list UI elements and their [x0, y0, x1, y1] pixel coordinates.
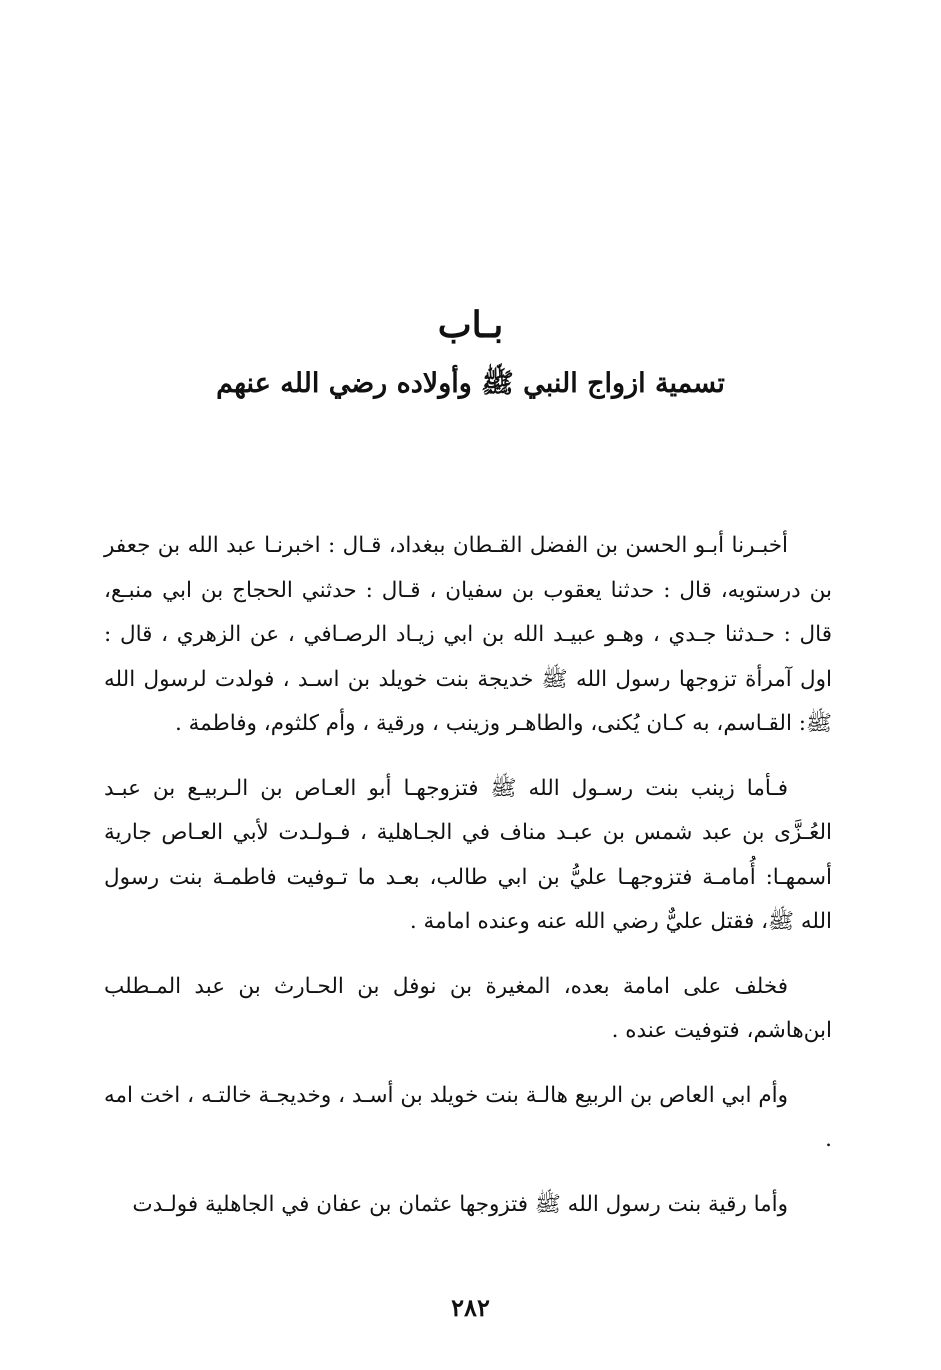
paragraph-5: وأما رقية بنت رسول الله ﷺ فتزوجها عثمان بن عفان في الجاهلية فولـدت — [132, 1191, 788, 1217]
paragraph-3: فخلف على امامة بعده، المغيرة بن نوفل بن الحـارث بن عبد المـطلب ابن‌هاشم، فتوفيت عنده . — [104, 973, 832, 1043]
chapter-title: تسمية ازواج النبي ﷺ وأولاده رضي الله عنهم — [216, 368, 725, 399]
chapter-heading: بـاب — [437, 304, 504, 346]
page-number: ٢٨٢ — [451, 1293, 490, 1322]
paragraph-1: أخبـرنا أبـو الحسن بن الفضل القـطان ببغداد، قـال : اخبرنـا عبد الله بن جعفر بن درستويه، قال : حدثنا يعقوب بن سفيان ، قـال : حدثني الحجاج بن ابي منبـع، قال : حـدثنا جـدي ، وهـو عبيـد الله بن ابي زيـاد الرصـافي ، عن الزهري ، قال : اول آمرأة تزوجها رسول الله ﷺ خديجة بنت خويلد بن اسـد ، فولدت لرسول الله ﷺ: القـاسم، به كـان يُكنى، والطاهـر وزينب ، ورقية ، وأم كلثوم، وفاطمة . — [104, 533, 832, 736]
body-text — [104, 524, 832, 1247]
paragraph-2: فـأما زينب بنت رسـول الله ﷺ فتزوجهـا أبو العـاص بن الـربيـع بن عبـد العُـزَّى بن عبد شمس بن عبـد مناف في الجـاهلية ، فـولـدت لأبي العـاص جارية أسمهـا: أُمامـة فتزوجهـا عليُّ بن ابي طالب، بعـد ما تـوفيت فاطمـة بنت رسول الله ﷺ، فقتل عليٌّ رضي الله عنه وعنده امامة . — [104, 775, 832, 934]
paragraph-4: وأم ابي العاص بن الربيع هالـة بنت خويلد بن أسـد ، وخديجـة خالتـه ، اخت امه . — [104, 1082, 832, 1152]
